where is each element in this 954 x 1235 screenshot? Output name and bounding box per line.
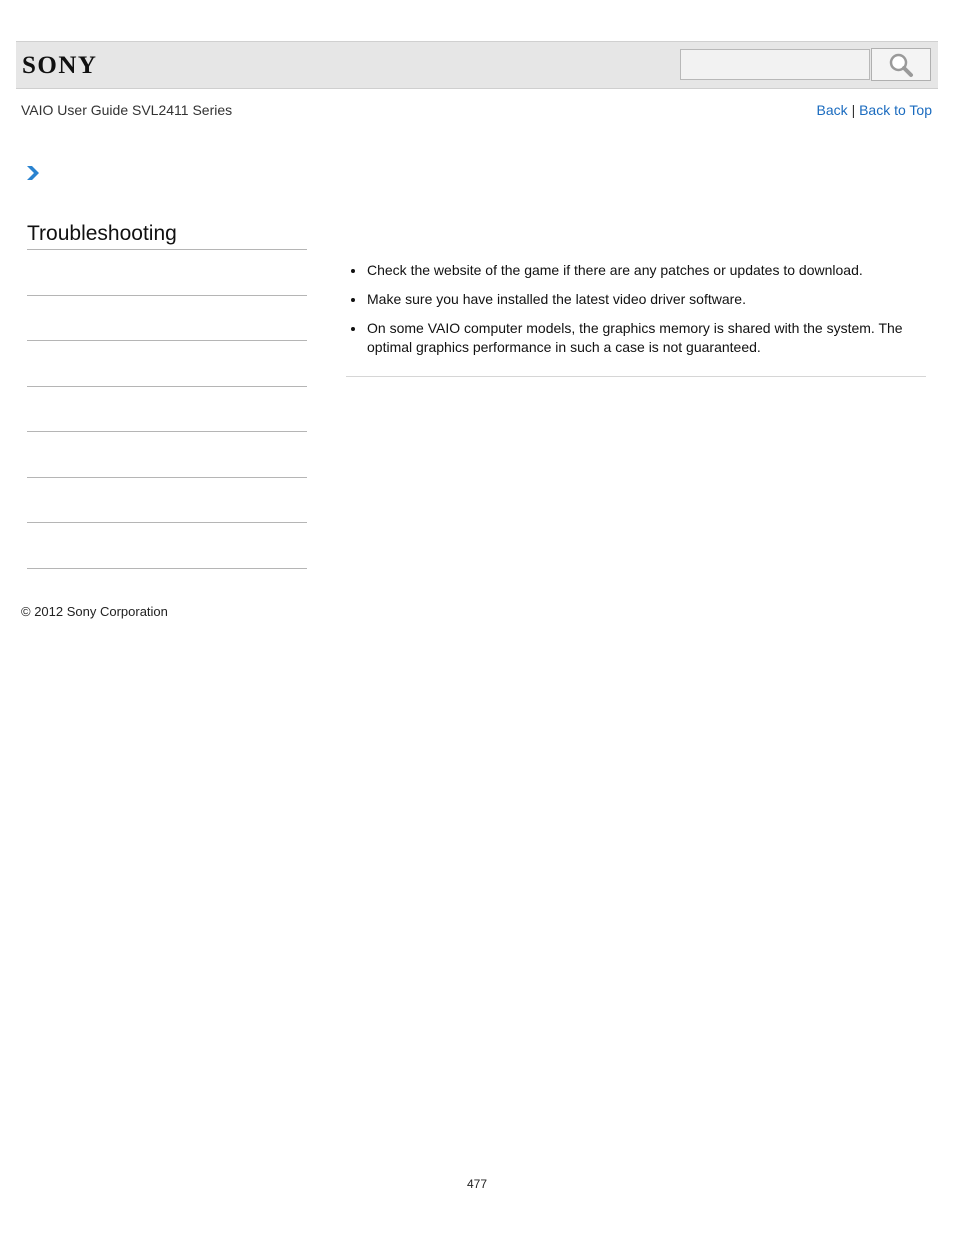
back-link[interactable]: Back — [816, 102, 848, 118]
link-separator: | — [851, 102, 856, 118]
breadcrumb[interactable] — [26, 165, 40, 186]
top-links — [817, 102, 932, 118]
sidebar-divider — [27, 295, 307, 296]
back-to-top-link[interactable]: Back to Top — [859, 102, 932, 118]
content-divider — [346, 376, 926, 377]
sidebar-divider — [27, 568, 307, 569]
list-item: On some VAIO computer models, the graphics memory is shared with the system. The optimal graphics performance in such a case is not guaranteed. — [346, 319, 926, 357]
sony-logo: SONY — [22, 52, 98, 79]
sidebar-divider — [27, 477, 307, 478]
list-item: Make sure you have installed the latest video driver software. — [346, 290, 926, 309]
sidebar-divider — [27, 386, 307, 387]
sidebar-divider — [27, 431, 307, 432]
sidebar-divider — [27, 340, 307, 341]
sidebar-title: Troubleshooting — [27, 222, 177, 245]
page-number: 477 — [466, 1177, 488, 1191]
copyright: © 2012 Sony Corporation — [21, 604, 168, 619]
header-bar — [16, 41, 938, 89]
sidebar-divider — [27, 522, 307, 523]
search-input[interactable] — [680, 49, 870, 80]
magnifier-icon — [888, 52, 914, 78]
guide-title: VAIO User Guide SVL2411 Series — [21, 102, 233, 118]
chevron-right-icon — [26, 165, 40, 181]
search-button[interactable] — [871, 48, 931, 81]
list-item: Check the website of the game if there are any patches or updates to download. — [346, 261, 926, 280]
content-bullet-list — [346, 261, 926, 367]
sidebar-divider — [27, 249, 307, 250]
